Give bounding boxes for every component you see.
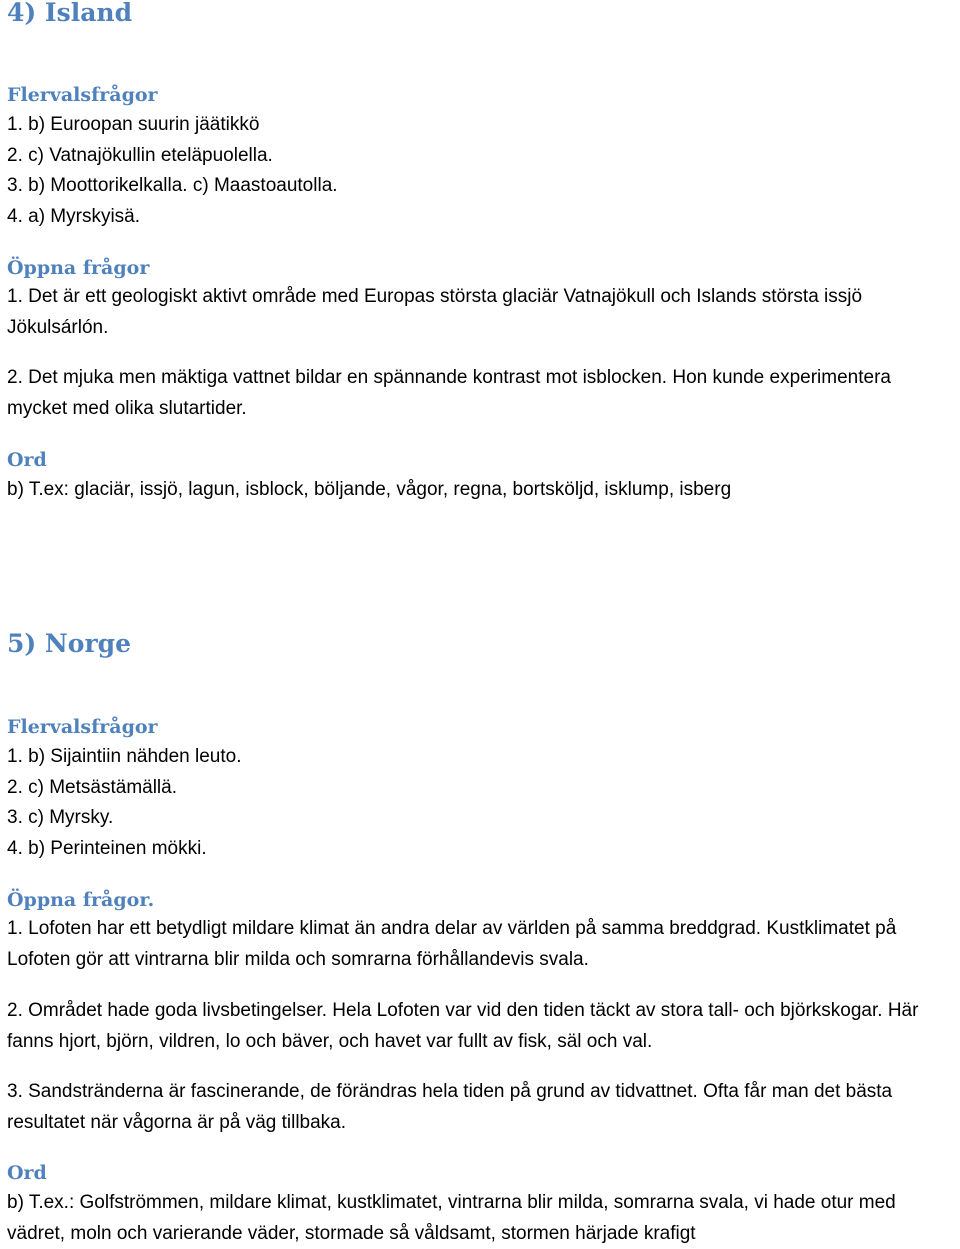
list-item: 3. c) Myrsky. bbox=[7, 807, 114, 828]
open-heading-island: Öppna frågor bbox=[7, 257, 150, 279]
mc-heading-island: Flervalsfrågor bbox=[7, 84, 158, 106]
section-heading-norge: 5) Norge bbox=[7, 629, 132, 658]
list-item: 1. b) Euroopan suurin jäätikkö bbox=[7, 114, 260, 135]
mc-list-island bbox=[7, 110, 338, 232]
word-heading-island: Ord bbox=[7, 449, 47, 471]
list-item: 2. c) Metsästämällä. bbox=[7, 776, 177, 798]
list-item: 4. a) Myrskyisä. bbox=[7, 205, 141, 227]
word-text-island: b) T.ex: glaciär, issjö, lagun, isblock, böljande, vågor, regna, bortsköljd, isklump, isberg bbox=[7, 479, 732, 500]
open-answer-norge-2: 2. Området hade goda livsbetingelser. Hela Lofoten var vid den tiden täckt av stora tall- och björkskogar. Här fanns hjort, björn, vildren, lo och bäver, och havet var fullt av fisk, säl och val. bbox=[7, 1000, 919, 1052]
open-answer-norge-1: 1. Lofoten har ett betydligt mildare klimat än andra delar av världen på samma breddgrad. Kustklimatet på Lofoten gör att vintrarna blir milda och somrarna förhållandevis svala. bbox=[7, 918, 897, 970]
section-heading-island: 4) Island bbox=[7, 0, 133, 27]
open-answer-island-1: 1. Det är ett geologiskt aktivt område med Europas största glaciär Vatnajökull och Islands största issjö Jökulsárlón. bbox=[7, 286, 863, 338]
word-heading-norge: Ord bbox=[7, 1162, 47, 1184]
mc-list-norge bbox=[7, 742, 242, 864]
list-item: 4. b) Perinteinen mökki. bbox=[7, 837, 207, 859]
list-item: 2. c) Vatnajökullin eteläpuolella. bbox=[7, 144, 273, 166]
list-item: 3. b) Moottorikelkalla. c) Maastoautolla. bbox=[7, 175, 338, 196]
open-answer-island-2: 2. Det mjuka men mäktiga vattnet bildar en spännande kontrast mot isblocken. Hon kunde experimentera mycket med olika slutartider. bbox=[7, 367, 891, 419]
list-item: 1. b) Sijaintiin nähden leuto. bbox=[7, 746, 242, 767]
word-text-norge: b) T.ex.: Golfströmmen, mildare klimat, kustklimatet, vintrarna blir milda, somrarna svala, vi hade otur med vädret, moln och varierande väder, stormade så våldsamt, stormen härjade krafigt bbox=[7, 1192, 896, 1244]
open-heading-norge: Öppna frågor. bbox=[7, 889, 155, 911]
mc-heading-norge: Flervalsfrågor bbox=[7, 716, 158, 738]
open-answer-norge-3: 3. Sandstränderna är fascinerande, de förändras hela tiden på grund av tidvattnet. Ofta får man det bästa resultatet när vågorna är på väg tillbaka. bbox=[7, 1081, 893, 1133]
